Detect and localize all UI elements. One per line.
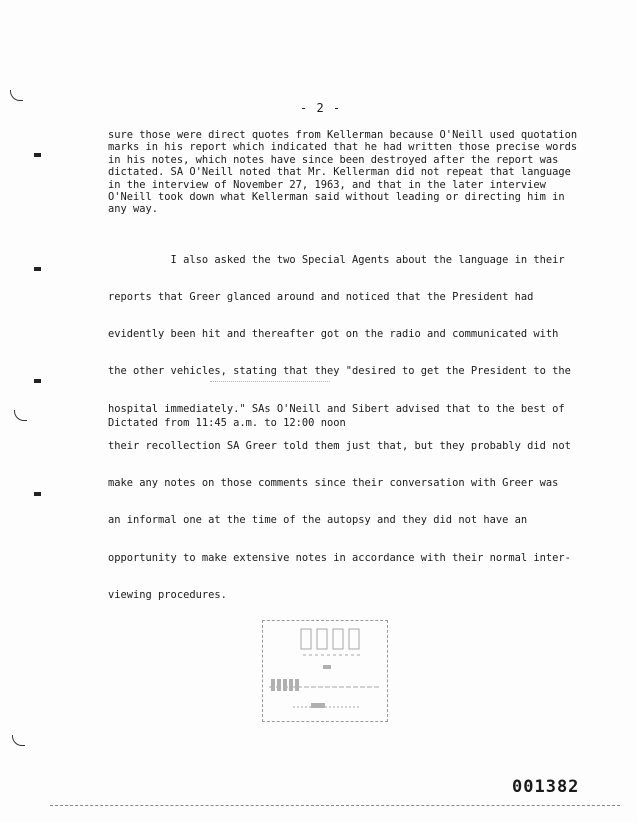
margin-hole-mark [12, 735, 25, 746]
text-line: the other vehicles, stating that they "desired to get the President to the [108, 365, 571, 378]
text-line: make any notes on those comments since their conversation with Greer was [108, 477, 559, 490]
dictation-note: Dictated from 11:45 a.m. to 12:00 noon [108, 417, 346, 429]
text-line: evidently been hit and thereafter got on the radio and communicated with [108, 328, 559, 341]
margin-hole-mark [10, 90, 23, 101]
text-line: reports that Greer glanced around and noticed that the President had [108, 291, 534, 304]
text-line: an informal one at the time of the autopsy and they did not have an [108, 514, 528, 527]
page-number: - 2 - [300, 101, 342, 115]
text-line: dictated. SA O'Neill noted that Mr. Kellerman did not repeat that language [108, 166, 571, 179]
margin-hole-mark [14, 410, 27, 421]
margin-tick-mark [34, 492, 41, 496]
text-line: O'Neill took down what Kellerman said without leading or directing him in [108, 191, 565, 204]
text-line: any way. [108, 203, 159, 216]
faded-stamp-image [262, 620, 388, 722]
body-paragraph-1 [108, 129, 578, 216]
margin-tick-mark [34, 267, 41, 271]
scan-edge-line [50, 805, 620, 806]
text-line: I also asked the two Special Agents about the language in their [108, 253, 565, 266]
document-control-number: 001382 [512, 777, 580, 797]
margin-tick-mark [34, 153, 41, 157]
stamp-graphic [263, 621, 387, 721]
text-line: their recollection SA Greer told them just that, but they probably did not [108, 439, 571, 452]
margin-tick-mark [34, 379, 41, 383]
text-line: marks in his report which indicated that he had written those precise words [108, 141, 578, 154]
text-line: hospital immediately." SAs O'Neill and Sibert advised that to the best of [108, 402, 565, 415]
text-line: viewing procedures. [108, 588, 227, 601]
text-line: opportunity to make extensive notes in accordance with their normal inter- [108, 551, 571, 564]
scan-artifact [210, 381, 330, 382]
text-line: in the interview of November 27, 1963, and that in the later interview [108, 178, 546, 191]
text-line: sure those were direct quotes from Kellerman because O'Neill used quotation [108, 129, 578, 141]
text-line: in his notes, which notes have since been destroyed after the report was [108, 153, 559, 166]
